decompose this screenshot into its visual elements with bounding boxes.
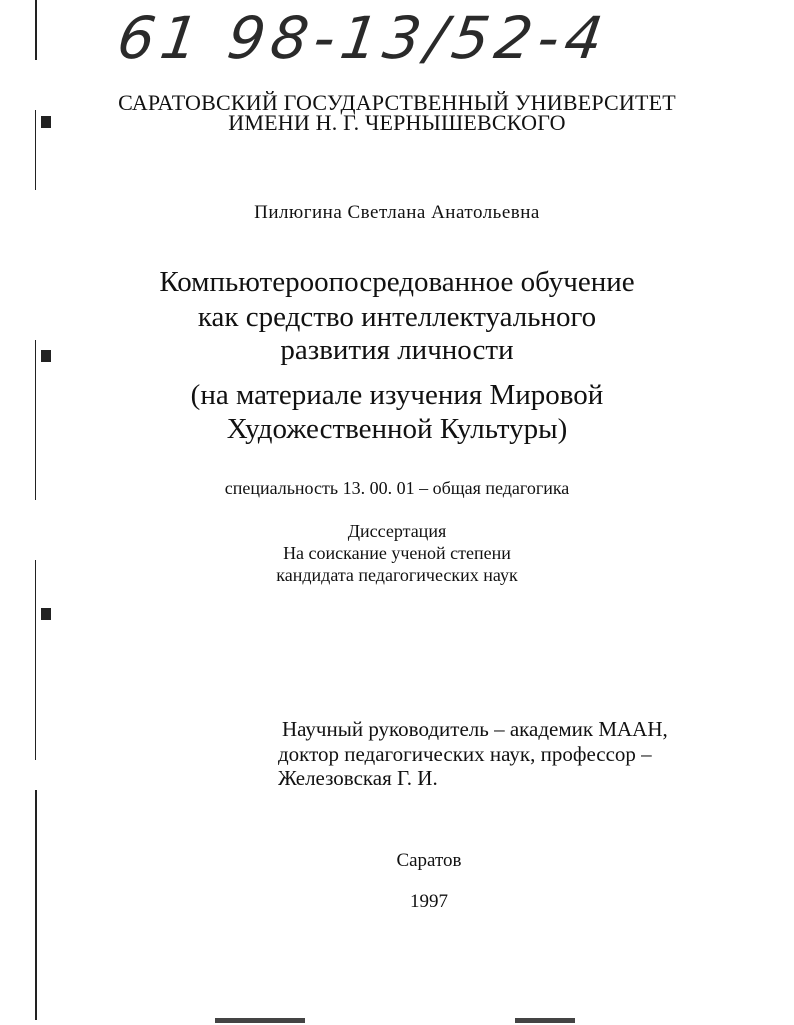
scan-edge-line	[35, 0, 37, 60]
scan-bottom-artifact	[515, 1018, 575, 1023]
degree-line1: На соискание ученой степени	[283, 543, 511, 563]
thesis-title-line2: как средство интеллектуального	[197, 301, 597, 333]
author-name: Пилюгина Светлана Анатольевна	[254, 202, 540, 223]
city: Саратов	[396, 850, 462, 871]
binding-mark	[41, 608, 51, 620]
specialty: специальность 13. 00. 01 – общая педагогика	[224, 478, 570, 498]
degree-line2: кандидата педагогических наук	[276, 565, 518, 585]
scan-bottom-artifact	[215, 1018, 305, 1023]
year: 1997	[410, 891, 448, 912]
thesis-title-line3: развития личности	[280, 334, 514, 366]
handwritten-archive-number: 61 98-13/52-4	[113, 4, 613, 72]
scan-edge-line	[35, 790, 37, 1020]
adviser-line3: Железовская Г. И.	[278, 766, 438, 790]
adviser-line1: Научный руководитель – академик МААН,	[282, 717, 668, 741]
scan-edge-line	[35, 560, 36, 760]
thesis-title-line1: Компьютероопосредованное обучение	[159, 266, 635, 298]
dissertation-label: Диссертация	[347, 521, 447, 541]
thesis-subtitle-line2: Художественной Культуры)	[226, 413, 568, 445]
university-name-line2: ИМЕНИ Н. Г. ЧЕРНЫШЕВСКОГО	[228, 110, 566, 135]
thesis-subtitle-line1: (на материале изучения Мировой	[190, 379, 604, 411]
university-name-line1: САРАТОВСКИЙ ГОСУДАРСТВЕННЫЙ УНИВЕРСИТЕТ	[118, 90, 676, 115]
adviser-line2: доктор педагогических наук, профессор –	[278, 742, 652, 766]
